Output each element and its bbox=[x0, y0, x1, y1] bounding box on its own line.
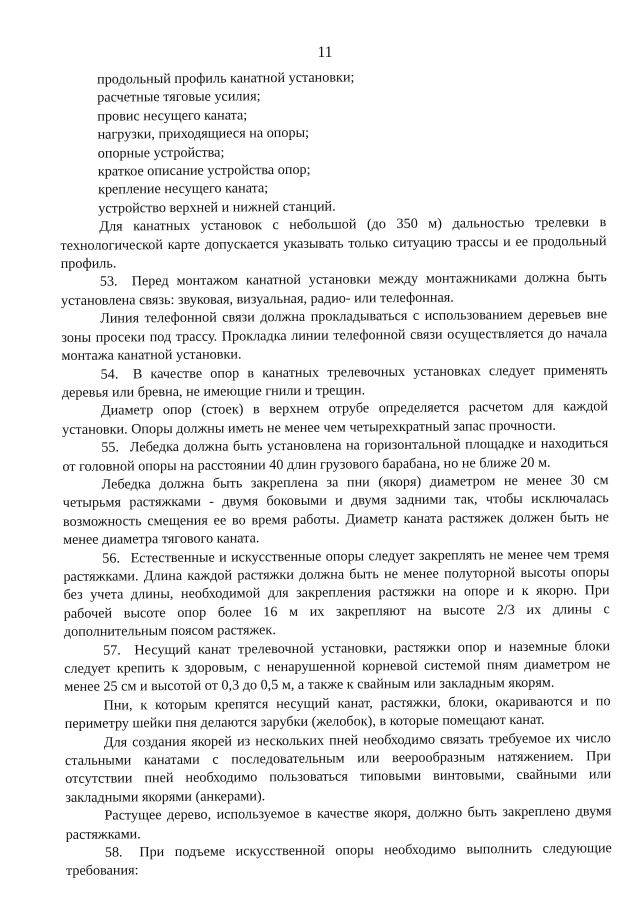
paragraph bbox=[62, 398, 608, 440]
paragraph-text: В качестве опор в канатных трелевочных установках следует применять деревья или бревна, не имеющие гнили и трещин. bbox=[61, 361, 608, 401]
numbered-paragraph bbox=[64, 637, 610, 697]
paragraph-text: Перед монтажом канатной установки между монтажниками должна быть установлена связь: звуковая, визуальная, радио- или телефонная. bbox=[60, 269, 607, 309]
numbered-paragraph bbox=[62, 361, 608, 403]
paragraph-number: 53. bbox=[99, 273, 118, 291]
paragraph bbox=[65, 802, 611, 844]
paragraph-number: 56. bbox=[102, 550, 121, 567]
paragraph-text: Для канатных установок с небольшой (до 350 м) дальностью трелевки в технологической карте допускается указывать только ситуацию трассы и ее продольный профиль. bbox=[60, 214, 607, 273]
document-body bbox=[59, 66, 612, 881]
list-item: расчетные тяговые усилия; bbox=[97, 88, 261, 107]
paragraph bbox=[65, 729, 612, 807]
paragraph bbox=[63, 471, 610, 549]
paragraph-text: Лебедка должна быть установлена на горизонтальной площадке и находиться от головной опоры на расстоянии 40 длин грузового барабана, но не ближе 20 м. bbox=[62, 435, 609, 475]
paragraph-number: 55. bbox=[101, 439, 120, 456]
list-item: крепление несущего каната; bbox=[97, 180, 269, 199]
paragraph bbox=[64, 692, 610, 734]
paragraph-text: При подъеме искусственной опоры необходимо выполнить следующие требования: bbox=[65, 840, 612, 880]
paragraph-text: Диаметр опор (стоек) в верхнем отрубе определяется расчетом для каждой установки. Опоры должны иметь не менее чем четырехкратный запас прочности. bbox=[62, 398, 609, 438]
numbered-paragraph bbox=[62, 434, 608, 476]
list-item: продольный профиль канатной установки; bbox=[97, 69, 355, 88]
page-number: 11 bbox=[317, 44, 333, 61]
paragraph-text: Для создания якорей из нескольких пней необходимо связать требуемое их число стальными канатами с последовательным или веерообразным натяжением. При отсутствии пней необходимо пользоваться типовыми винтовыми, свайными или закладными якорями (анкерами). bbox=[64, 729, 612, 806]
list-item: провис несущего каната; bbox=[97, 107, 248, 125]
paragraph-number: 58. bbox=[104, 844, 123, 861]
paragraph-text: Линия телефонной связи должна прокладываться с использованием деревьев вне зоны просеки под трассу. Прокладка линии телефонной связи осуществляется до начала монтажа канатной установки. bbox=[61, 306, 608, 365]
numbered-paragraph bbox=[63, 545, 610, 642]
paragraph-text: Пни, к которым крепятся несущий канат, растяжки, блоки, окариваются и по периметру шейки пня делаются зарубки (желобок), в которые помещают канат. bbox=[64, 693, 611, 733]
numbered-paragraph bbox=[66, 839, 612, 881]
list-item: опорные устройства; bbox=[97, 144, 225, 162]
list-item: нагрузки, приходящиеся на опоры; bbox=[97, 125, 310, 143]
list-item: краткое описание устройства опор; bbox=[97, 161, 311, 180]
paragraph-number: 54. bbox=[100, 365, 119, 383]
paragraph-text: Несущий канат трелевочной установки, растяжки опор и наземные блоки следует крепить к здоровым, с ненарушенной корневой системой пням диаметром не менее 25 см и высотой от 0,3 до 0,5 м, а также к свайным или закладным якорям. bbox=[64, 637, 611, 696]
paragraph-number: 57. bbox=[102, 642, 121, 659]
paragraph bbox=[60, 213, 606, 273]
paragraph-text: Растущее дерево, используемое в качестве якоря, должно быть закреплено двумя растяжками. bbox=[65, 803, 612, 843]
paragraph-text: Естественные и искусственные опоры следует закреплять не менее чем тремя растяжками. Длина каждой растяжки должна быть не менее полуторной высоты опоры без учета длины, необходимой для закрепления растяжки на опоре и к якорю. При рабочей высоте опор более 16 м их закрепляют на высоте 2/3 их длины с дополнительным поясом растяжек. bbox=[63, 545, 610, 641]
paragraph bbox=[61, 306, 607, 366]
paragraph-text: Лебедка должна быть закреплена за пни (якоря) диаметром не менее 30 см четырьмя растяжками - двумя боковыми и двумя задними так, чтобы исключалась возможность смещения ее во время работы. Диаметр каната растяжек должен быть не менее диаметра тягового каната. bbox=[62, 472, 609, 549]
numbered-paragraph bbox=[61, 269, 607, 311]
list-item: устройство верхней и нижней станций. bbox=[98, 198, 336, 217]
